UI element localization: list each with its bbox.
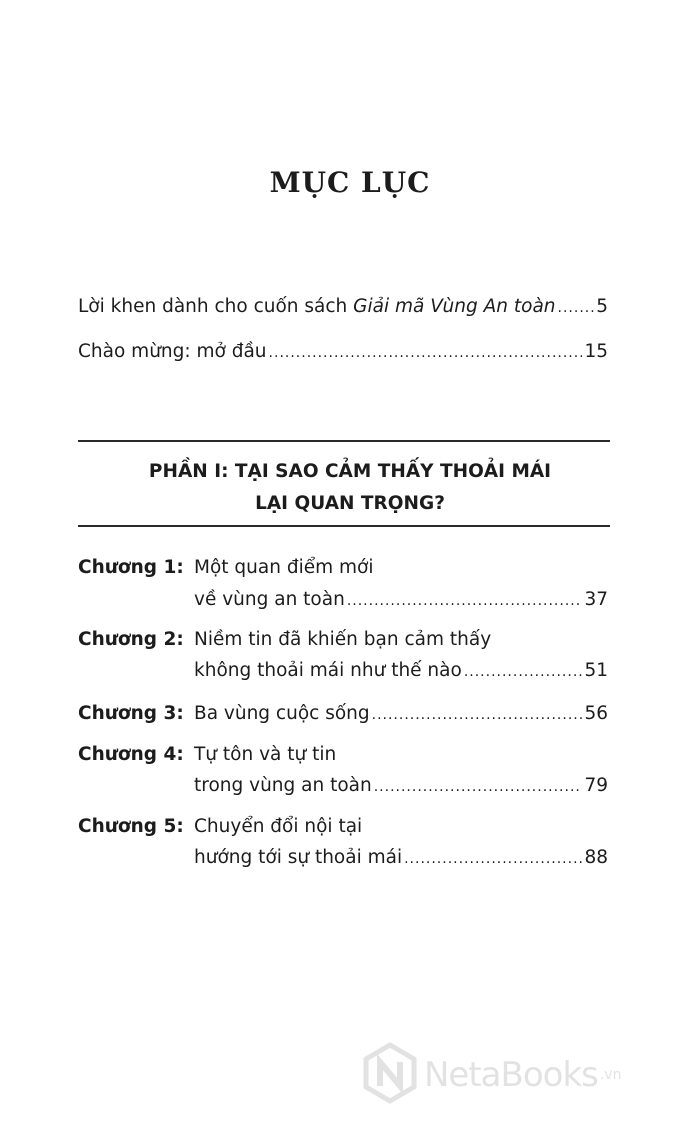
entry-title: Chào mừng: mở đầu (78, 341, 267, 362)
dot-leader (347, 593, 583, 609)
chapter-title-line1[interactable]: Niềm tin đã khiến bạn cảm thấy (194, 629, 492, 650)
page-number: 79 (584, 775, 608, 796)
toc-entry-chapter-2[interactable] (194, 660, 608, 681)
dot-leader (558, 300, 595, 316)
part-heading-line1: PHẦN I: TẠI SAO CẢM THẤY THOẢI MÁI (148, 461, 552, 482)
page-number: 15 (584, 341, 608, 362)
watermark-brand: NetaBooks (424, 1055, 598, 1095)
netabooks-logo-icon (362, 1042, 418, 1108)
divider-top (78, 440, 610, 442)
page-title: MỤC LỤC (269, 166, 431, 199)
chapter-label: Chương 4: (78, 744, 184, 765)
chapter-title-line2: hướng tới sự thoải mái (194, 847, 403, 868)
chapter-title: Ba vùng cuộc sống (194, 703, 370, 724)
chapter-title-line2: trong vùng an toàn (194, 775, 372, 796)
chapter-label: Chương 2: (78, 629, 184, 650)
entry-title: Lời khen dành cho cuốn sách Giải mã Vùng An toàn (78, 296, 556, 317)
page-number: 5 (596, 296, 608, 317)
dot-leader (269, 345, 583, 361)
chapter-title-line1[interactable]: Chuyển đổi nội tại (194, 816, 363, 837)
toc-entry-praise[interactable] (78, 296, 608, 317)
toc-entry-welcome[interactable] (78, 341, 608, 362)
chapter-title-line2: về vùng an toàn (194, 589, 345, 610)
divider-bottom (78, 525, 610, 527)
chapter-label: Chương 3: (78, 703, 184, 724)
toc-entry-chapter-4[interactable] (194, 775, 608, 796)
dot-leader (404, 851, 582, 867)
page-number: 51 (584, 660, 608, 681)
dot-leader (464, 664, 583, 680)
chapter-label: Chương 1: (78, 557, 184, 578)
dot-leader (372, 707, 583, 723)
chapter-title-line1[interactable]: Tự tôn và tự tin (194, 744, 337, 765)
page-number: 88 (584, 847, 608, 868)
page-number: 56 (584, 703, 608, 724)
watermark-suffix: .vn (599, 1067, 622, 1083)
chapter-label: Chương 5: (78, 816, 184, 837)
watermark (362, 1042, 621, 1108)
toc-entry-chapter-5[interactable] (194, 847, 608, 868)
toc-entry-chapter-1[interactable] (194, 589, 608, 610)
part-heading (0, 456, 700, 520)
dot-leader (374, 779, 583, 795)
page-number: 37 (584, 589, 608, 610)
chapter-title-line2: không thoải mái như thế nào (194, 660, 462, 681)
part-heading-line2: LẠI QUAN TRỌNG? (255, 493, 445, 514)
chapter-title-line1[interactable]: Một quan điểm mới (194, 557, 374, 578)
toc-entry-chapter-3[interactable] (194, 703, 608, 724)
